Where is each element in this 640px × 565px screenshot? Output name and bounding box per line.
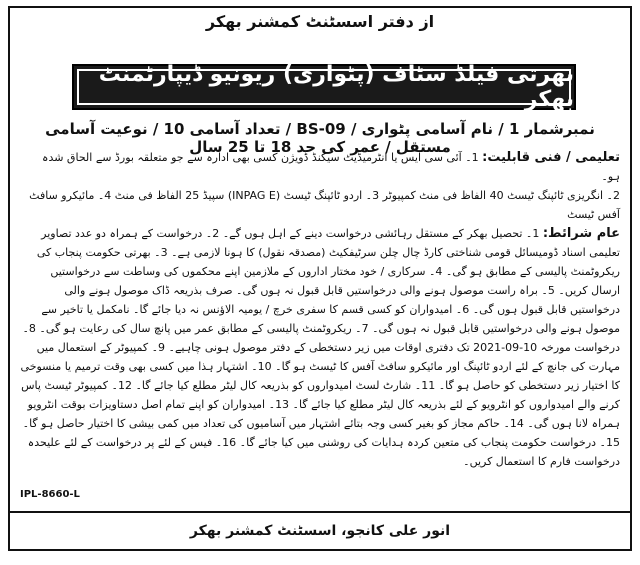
general-conditions-label: عام شرائط: (542, 226, 620, 241)
post-details: نمبرشمار 1 / نام آسامی پٹواری / BS-09 / تعداد آسامی 10 / نوعیت آسامی مستقل / عمر کی حد 18 تا 25 سال (45, 120, 595, 156)
general-conditions-text: 1۔ تحصیل بھکر کے مستقل رہائشی درخواست دینے کے اہل ہوں گے۔ 2۔ درخواست کے ہمراہ دو عدد تصاویر تعلیمی اسناد ڈومیسائل قومی شناختی کارڈ چال چلن سرٹیفکیٹ (مصدقہ نقول) کا ہونا لازمی ہے۔ 3۔ بھرتی حکومت پنجاب کی ریکروٹمنٹ پالیسی کے مطابق ہو گی۔ 4۔ سرکاری / خود مختار اداروں کے ملازمین اپنے محکموں کی وساطت سے درخواستیں ارسال کریں۔ 5۔ براہ راست موصول ہونے والی درخواستیں قابل قبول نہ ہوں گی۔ صرف بذریعہ ڈاک موصول ہونے والی درخواستیں قابل قبول ہوں گی۔ 6۔ امیدواران کو کسی قسم کا سفری خرچ / یومیہ الاؤنس نہ دیا جائے گا۔ نامکمل یا تاخیر سے موصول ہونے والی درخواستیں قابل قبول نہ ہوں گی۔ 7۔ ریکروٹمنٹ پالیسی کے مطابق عمر میں پانچ سال کی رعایت ہو گی۔ 8۔ درخواست مورخہ 10-09-2021 تک دفتری اوقات میں زیر دستخطی کے دفتر موصول ہونی چاہیے۔ 9۔ کمپیوٹر کے استعمال میں مہارت کی جانچ کے لئے اردو ٹائپنگ اور مائیکرو سافٹ آفس کا ٹیسٹ ہو گا۔ 10۔ اشتہار ہذا میں کسی بھی وقت ترمیم یا منسوخی کا اختیار زیر دستخطی کو حاصل ہو گا۔ 11۔ شارٹ لسٹ امیدواروں کو بذریعہ کال لیٹر مطلع کیا جائے گا۔ 12۔ کمپیوٹر ٹیسٹ پاس کرنے والے امیدواروں کو انٹرویو کے لئے بذریعہ کال لیٹر مطلع کیا جائے گا۔ 13۔ امیدواران کو اپنے تمام اصل دستاویزات بوقت انٹرویو ہمراہ لانا ہوں گی۔ 14۔ حاکم مجاز کو بغیر کسی وجہ بتائے اشتہار میں آسامیوں کی تعداد میں کمی بیشی کا اختیار حاصل ہو گا۔ 15۔ درخواست حکومت پنجاب کی متعین کردہ ہدایات کی روشنی میں کیا جائے گا۔ 16۔ فیس کے لئے پر درخواست کے لئے علیحدہ درخواست فارم کا استعمال کریں۔ (20, 227, 620, 468)
signature-footer: انور علی کانجو، اسسٹنٹ کمشنر بھکر (10, 511, 630, 549)
general-paragraph (20, 224, 620, 471)
advertisement (8, 6, 632, 551)
recruitment-banner: بھرتی فیلڈ سٹاف (پٹواری) ریونیو ڈیپارٹمنٹ بھکر (72, 64, 576, 110)
education-item-1: 1۔ آئی سی ایس یا انٹرمیڈیٹ سیکنڈ ڈویژن کسی بھی ادارہ سے جو متعلقہ بورڈ سے الحاق شدہ ہو۔ (42, 151, 620, 183)
education-label: تعلیمی / فنی قابلیت: (482, 150, 620, 165)
reference-code: IPL-8660-L (20, 489, 80, 500)
education-paragraph (20, 148, 620, 186)
education-item-2: 2۔ انگریزی ٹائپنگ ٹیسٹ 40 الفاظ فی منٹ کمپیوٹر 3۔ اردو ٹائپنگ ٹیسٹ (INPAG E) سپیڈ 25 الفاظ فی منٹ 4۔ مائیکرو سافٹ آفس ٹیسٹ (29, 189, 620, 221)
office-heading: از دفتر اسسٹنٹ کمشنر بھکر (205, 12, 435, 31)
advertisement-body (20, 148, 620, 471)
